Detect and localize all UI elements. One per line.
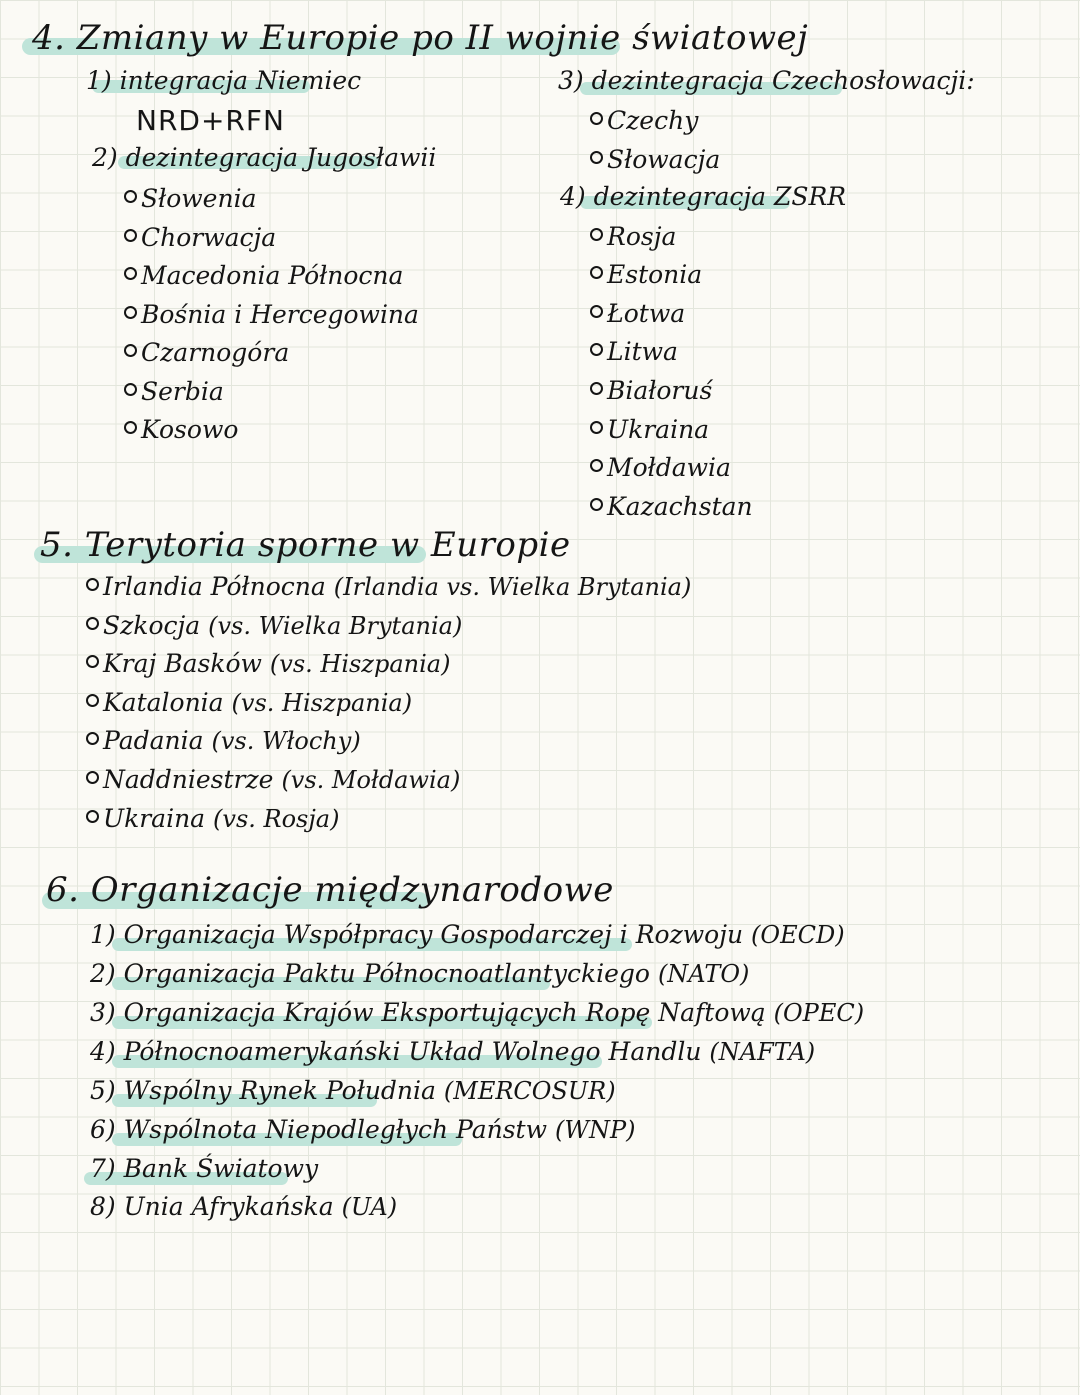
list-item: Irlandia Północna (Irlandia vs. Wielka Brytania) — [86, 572, 691, 601]
list-item: Naddniestrze (vs. Mołdawia) — [86, 765, 460, 794]
list-item: 8) Unia Afrykańska (UA) — [90, 1192, 398, 1221]
org-abbr: (NAFTA) — [709, 1038, 816, 1066]
org-abbr: (OPEC) — [773, 999, 865, 1027]
dispute-note: (vs. Rosja) — [213, 805, 340, 833]
list-item: 6) Wspólnota Niepodległych Państw (WNP) — [90, 1115, 636, 1144]
dispute-note: (Irlandia vs. Wielka Brytania) — [333, 573, 692, 601]
g1-detail: NRD+RFN — [136, 104, 285, 137]
list-item: Serbia — [124, 377, 224, 406]
list-item: Białoruś — [590, 376, 712, 405]
list-item: Chorwacja — [124, 223, 276, 252]
org-abbr: (WNP) — [554, 1116, 636, 1144]
list-item: Mołdawia — [590, 453, 731, 482]
list-item: 4) Północnoamerykański Układ Wolnego Handlu (NAFTA) — [90, 1037, 816, 1066]
dispute-note: (vs. Włochy) — [211, 727, 361, 755]
list-item: Ukraina — [590, 415, 709, 444]
dispute-note: (vs. Hiszpania) — [231, 689, 413, 717]
list-item: Czarnogóra — [124, 338, 289, 367]
list-item: Kraj Basków (vs. Hiszpania) — [86, 649, 450, 678]
list-item: 5) Wspólny Rynek Południa (MERCOSUR) — [90, 1076, 616, 1105]
org-abbr: (OECD) — [751, 921, 845, 949]
section6-title: 6. Organizacje międzynarodowe — [46, 870, 614, 910]
section4-title: 4. Zmiany w Europie po II wojnie światowej — [32, 18, 809, 58]
list-item: Łotwa — [590, 299, 685, 328]
dispute-note: (vs. Mołdawia) — [281, 766, 461, 794]
list-item: Litwa — [590, 337, 678, 366]
list-item: Słowacja — [590, 145, 720, 174]
list-item: 7) Bank Światowy — [90, 1154, 319, 1183]
org-abbr: (UA) — [341, 1193, 398, 1221]
g1-label: 1) integracja Niemiec — [86, 66, 362, 95]
org-abbr: (NATO) — [657, 960, 750, 988]
g3-label: 3) dezintegracja Czechosłowacji: — [558, 66, 975, 95]
list-item: Katalonia (vs. Hiszpania) — [86, 688, 412, 717]
g4-label: 4) dezintegracja ZSRR — [560, 182, 847, 211]
list-item: 3) Organizacja Krajów Eksportujących Ropę Naftową (OPEC) — [90, 998, 865, 1027]
dispute-note: (vs. Wielka Brytania) — [208, 612, 463, 640]
list-item: 2) Organizacja Paktu Północnoatlantyckiego (NATO) — [90, 959, 750, 988]
list-item: Estonia — [590, 260, 702, 289]
list-item: Czechy — [590, 106, 698, 135]
list-item: Szkocja (vs. Wielka Brytania) — [86, 611, 462, 640]
list-item: Rosja — [590, 222, 676, 251]
list-item: Ukraina (vs. Rosja) — [86, 804, 339, 833]
list-item: Kazachstan — [590, 492, 753, 521]
list-item: Kosowo — [124, 415, 238, 444]
list-item: Padania (vs. Włochy) — [86, 726, 361, 755]
list-item: 1) Organizacja Współpracy Gospodarczej i Rozwoju (OECD) — [90, 920, 845, 949]
list-item: Bośnia i Hercegowina — [124, 300, 419, 329]
org-abbr: (MERCOSUR) — [443, 1077, 616, 1105]
section5-title: 5. Terytoria sporne w Europie — [40, 525, 571, 565]
dispute-note: (vs. Hiszpania) — [269, 650, 451, 678]
list-item: Macedonia Północna — [124, 261, 403, 290]
list-item: Słowenia — [124, 184, 256, 213]
g2-label: 2) dezintegracja Jugosławii — [92, 143, 437, 172]
